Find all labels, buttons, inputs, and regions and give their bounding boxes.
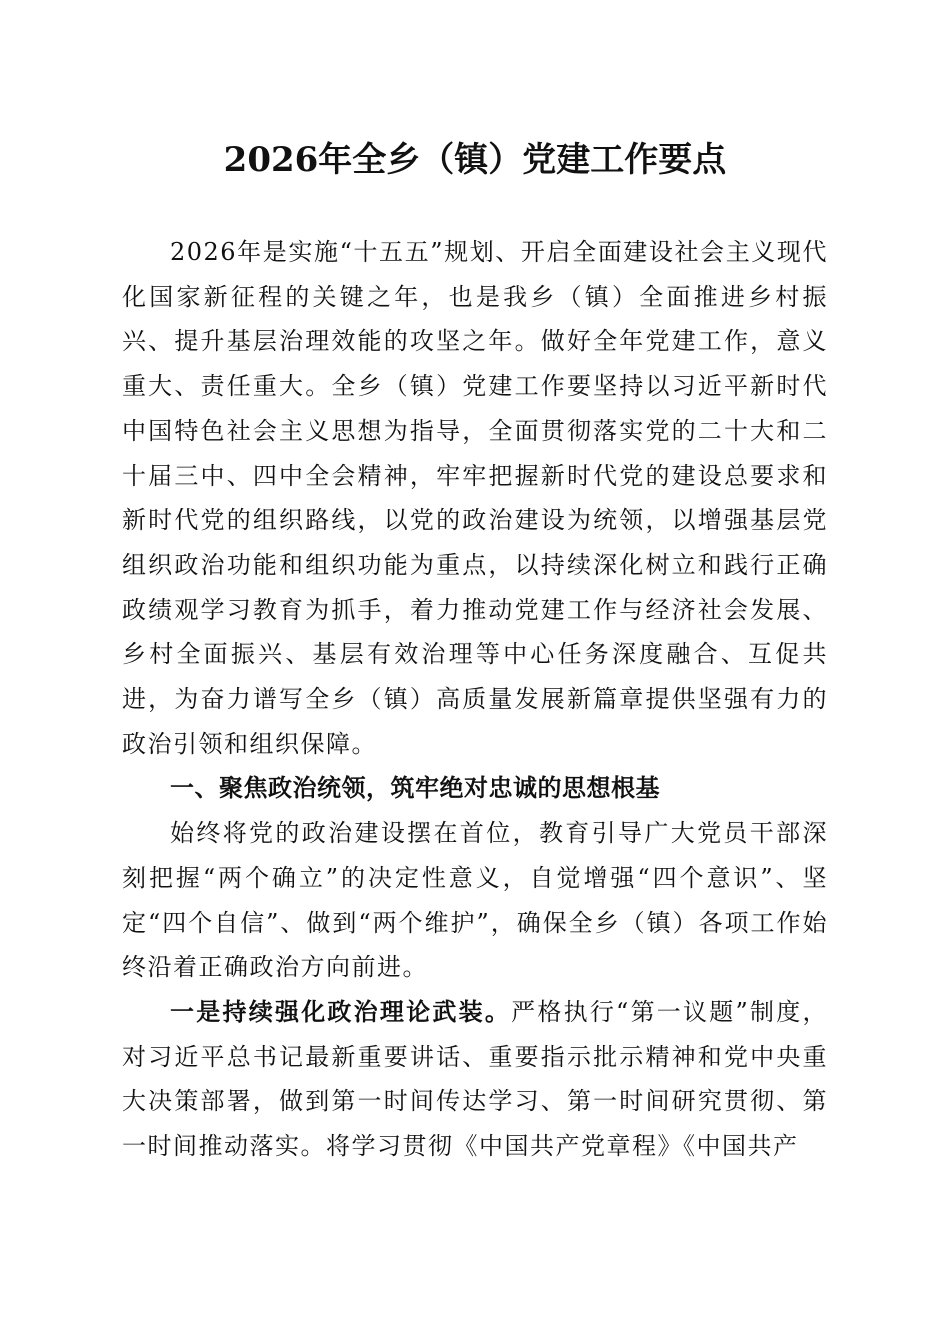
item-1-text: 严格执行“第一议题”制度，对习近平总书记最新重要讲话、重要指示批示精神和党中央重大决策部署，做到第一时间传达学习、第一时间研究贯彻、第一时间推动落实。将学习贯彻《中国共产党章程》《中国共产 — [122, 997, 829, 1161]
intro-paragraph: 2026年是实施“十五五”规划、开启全面建设社会主义现代化国家新征程的关键之年，也是我乡（镇）全面推进乡村振兴、提升基层治理效能的攻坚之年。做好全年党建工作，意义重大、责任重大。全乡（镇）党建工作要坚持以习近平新时代中国特色社会主义思想为指导，全面贯彻落实党的二十大和二十届三中、四中全会精神，牢牢把握新时代党的建设总要求和新时代党的组织路线，以党的政治建设为统领，以增强基层党组织政治功能和组织功能为重点，以持续深化树立和践行正确政绩观学习教育为抓手，着力推动党建工作与经济社会发展、乡村全面振兴、基层有效治理等中心任务深度融合、互促共进，为奋力谱写全乡（镇）高质量发展新篇章提供坚强有力的政治引领和组织保障。 — [122, 238, 828, 758]
document-body — [122, 230, 828, 1169]
document-title: 2026年全乡（镇）党建工作要点 — [223, 140, 727, 180]
section-heading-1: 一、聚焦政治统领，筑牢绝对忠诚的思想根基 — [170, 774, 660, 803]
section-1-paragraph: 始终将党的政治建设摆在首位，教育引导广大党员干部深刻把握“两个确立”的决定性意义，自觉增强“四个意识”、坚定“四个自信”、做到“两个维护”，确保全乡（镇）各项工作始终沿着正确政治方向前进。 — [122, 819, 828, 982]
item-1-lead: 一是持续强化政治理论武装。 — [170, 996, 512, 1026]
section-1-item-1 — [122, 990, 828, 1169]
